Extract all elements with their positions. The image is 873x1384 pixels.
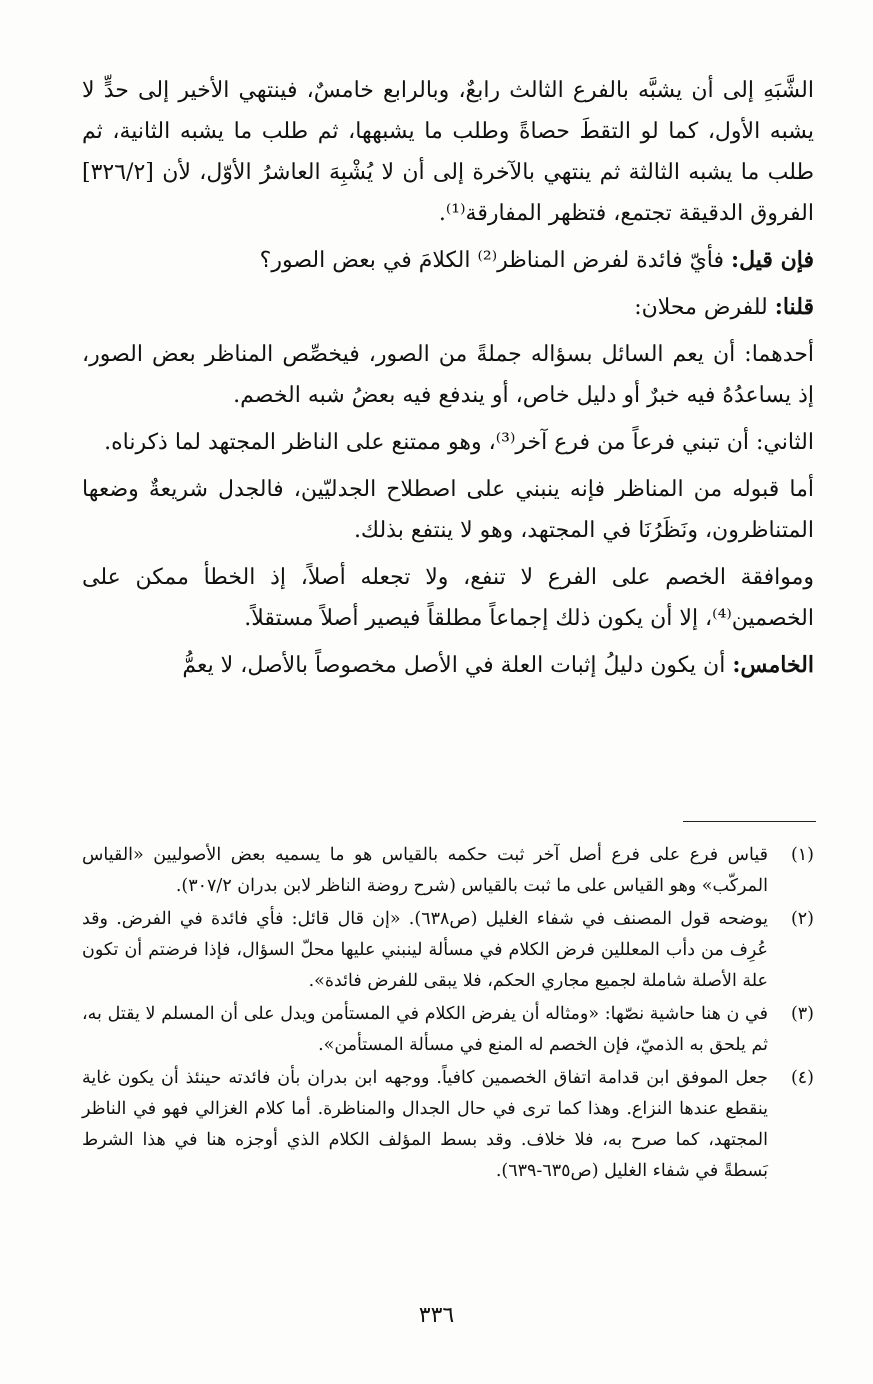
- paragraph-3-text: للفرض محلان:: [634, 295, 775, 320]
- footnote-divider: [683, 821, 816, 822]
- paragraph-3-lead: قلنا:: [774, 294, 814, 320]
- paragraph-6-text: أما قبوله من المناظر فإنه ينبني على اصطلاح الجدليّين، فالجدل شريعةٌ وضعها المتناظرون، ونَظَرُنَا في المجتهد، وهو لا ينتفع بذلك.: [82, 477, 814, 543]
- footnote-number: (٤): [790, 1068, 814, 1088]
- paragraph-8-lead: الخامس:: [732, 652, 814, 678]
- footnote-text: في ن هنا حاشية نصّها: «ومثاله أن يفرض الكلام في المستأمن ويدل على أن المسلم لا يقتل به، ثم يلحق به الذميّ، فإن الخصم له المنع في مسألة المستأمن».: [82, 1004, 768, 1055]
- paragraph-7-text: وموافقة الخصم على الفرع لا تنفع، ولا تجعله أصلاً، إذ الخطأ ممكن على الخصمين⁽⁴⁾، إلا أن يكون ذلك إجماعاً مطلقاً فيصير أصلاً مستقلاً.: [82, 565, 814, 631]
- paragraph-7: [82, 557, 814, 639]
- footnote-text: يوضحه قول المصنف في شفاء الغليل (ص٦٣٨). «إن قال قائل: فأي فائدة في الفرض. وقد عُرِف من دأب المعللين فرض الكلام في مسألة لينبني عليها محلّ السؤال، فإذا فرضتم أن تكون علة الأصلة شاملة لجميع مجاري الحكم، فلا يبقى للفرض فائدة».: [82, 909, 769, 991]
- footnote-3: [82, 999, 814, 1061]
- footnote-text: قياس فرع على فرع أصل آخر ثبت حكمه بالقياس هو ما يسميه بعض الأصوليين «القياس المركّب» وهو القياس على ما ثبت بالقياس (شرح روضة الناظر لابن بدران ٣٠٧/٢).: [82, 845, 768, 896]
- footnote-number: (٣): [790, 1004, 814, 1024]
- footnote-1: [82, 840, 814, 902]
- main-text: [82, 70, 814, 692]
- footnote-4: [82, 1063, 814, 1187]
- paragraph-4: [82, 334, 814, 416]
- page-number: ٣٣٦: [418, 1303, 455, 1328]
- paragraph-3: [82, 287, 814, 328]
- paragraph-2: [82, 240, 814, 281]
- paragraph-1-text: الشَّبَهِ إلى أن يشبَّه بالفرع الثالث رابعٌ، وبالرابع خامسٌ، فينتهي الأخير إلى حدٍّ لا يشبه الأول، كما لو التقطَ حصاةً وطلب ما يشبهها، ثم طلب ما يشبه الثانية، ثم طلب ما يشبه الثالثة ثم ينتهي بالآخرة إلى أن لا يُشْبِهَ العاشرُ الأوّل، لأن [٣٢٦/٢] الفروق الدقيقة تجتمع، فتظهر المفارقة⁽¹⁾.: [82, 78, 814, 226]
- paragraph-8: [82, 645, 814, 686]
- paragraph-2-text: فأيّ فائدة لفرض المناظر⁽²⁾ الكلامَ في بعض الصور؟: [259, 248, 732, 273]
- footnote-text: جعل الموفق ابن قدامة اتفاق الخصمين كافياً. ووجهه ابن بدران بأن فائدته حينئذ أن يكون غاية ينقطع عندها النزاع. وهذا كما ترى في حال الجدال والمناظرة. أما كلام الغزالي فهو في الناظر المجتهد، كما صرح به، فلا خلاف. وقد بسط المؤلف الكلام الذي أوجزه هنا في هذا الشرط بَسطةً في شفاء الغليل (ص٦٣٥-٦٣٩).: [82, 1068, 768, 1181]
- paragraph-5: [82, 422, 814, 463]
- footnote-2: [82, 904, 814, 997]
- footnotes: [82, 840, 814, 1189]
- footnote-number: (١): [790, 845, 814, 865]
- paragraph-4-text: أحدهما: أن يعم السائل بسؤاله جملةً من الصور، فيخصِّص المناظر بعض الصور، إذ يساعدُهُ فيه خبرٌ أو دليل خاص، أو يندفع فيه بعضُ شبه الخصم.: [82, 342, 814, 408]
- paragraph-2-lead: فإن قيل:: [731, 247, 814, 273]
- paragraph-1: [82, 70, 814, 234]
- paragraph-8-text: أن يكون دليلُ إثبات العلة في الأصل مخصوصاً بالأصل، لا يعمُّ: [182, 653, 733, 678]
- footnote-number: (٢): [790, 909, 814, 929]
- paragraph-6: [82, 469, 814, 551]
- paragraph-5-text: الثاني: أن تبني فرعاً من فرع آخر⁽³⁾، وهو ممتنع على الناظر المجتهد لما ذكرناه.: [104, 430, 814, 455]
